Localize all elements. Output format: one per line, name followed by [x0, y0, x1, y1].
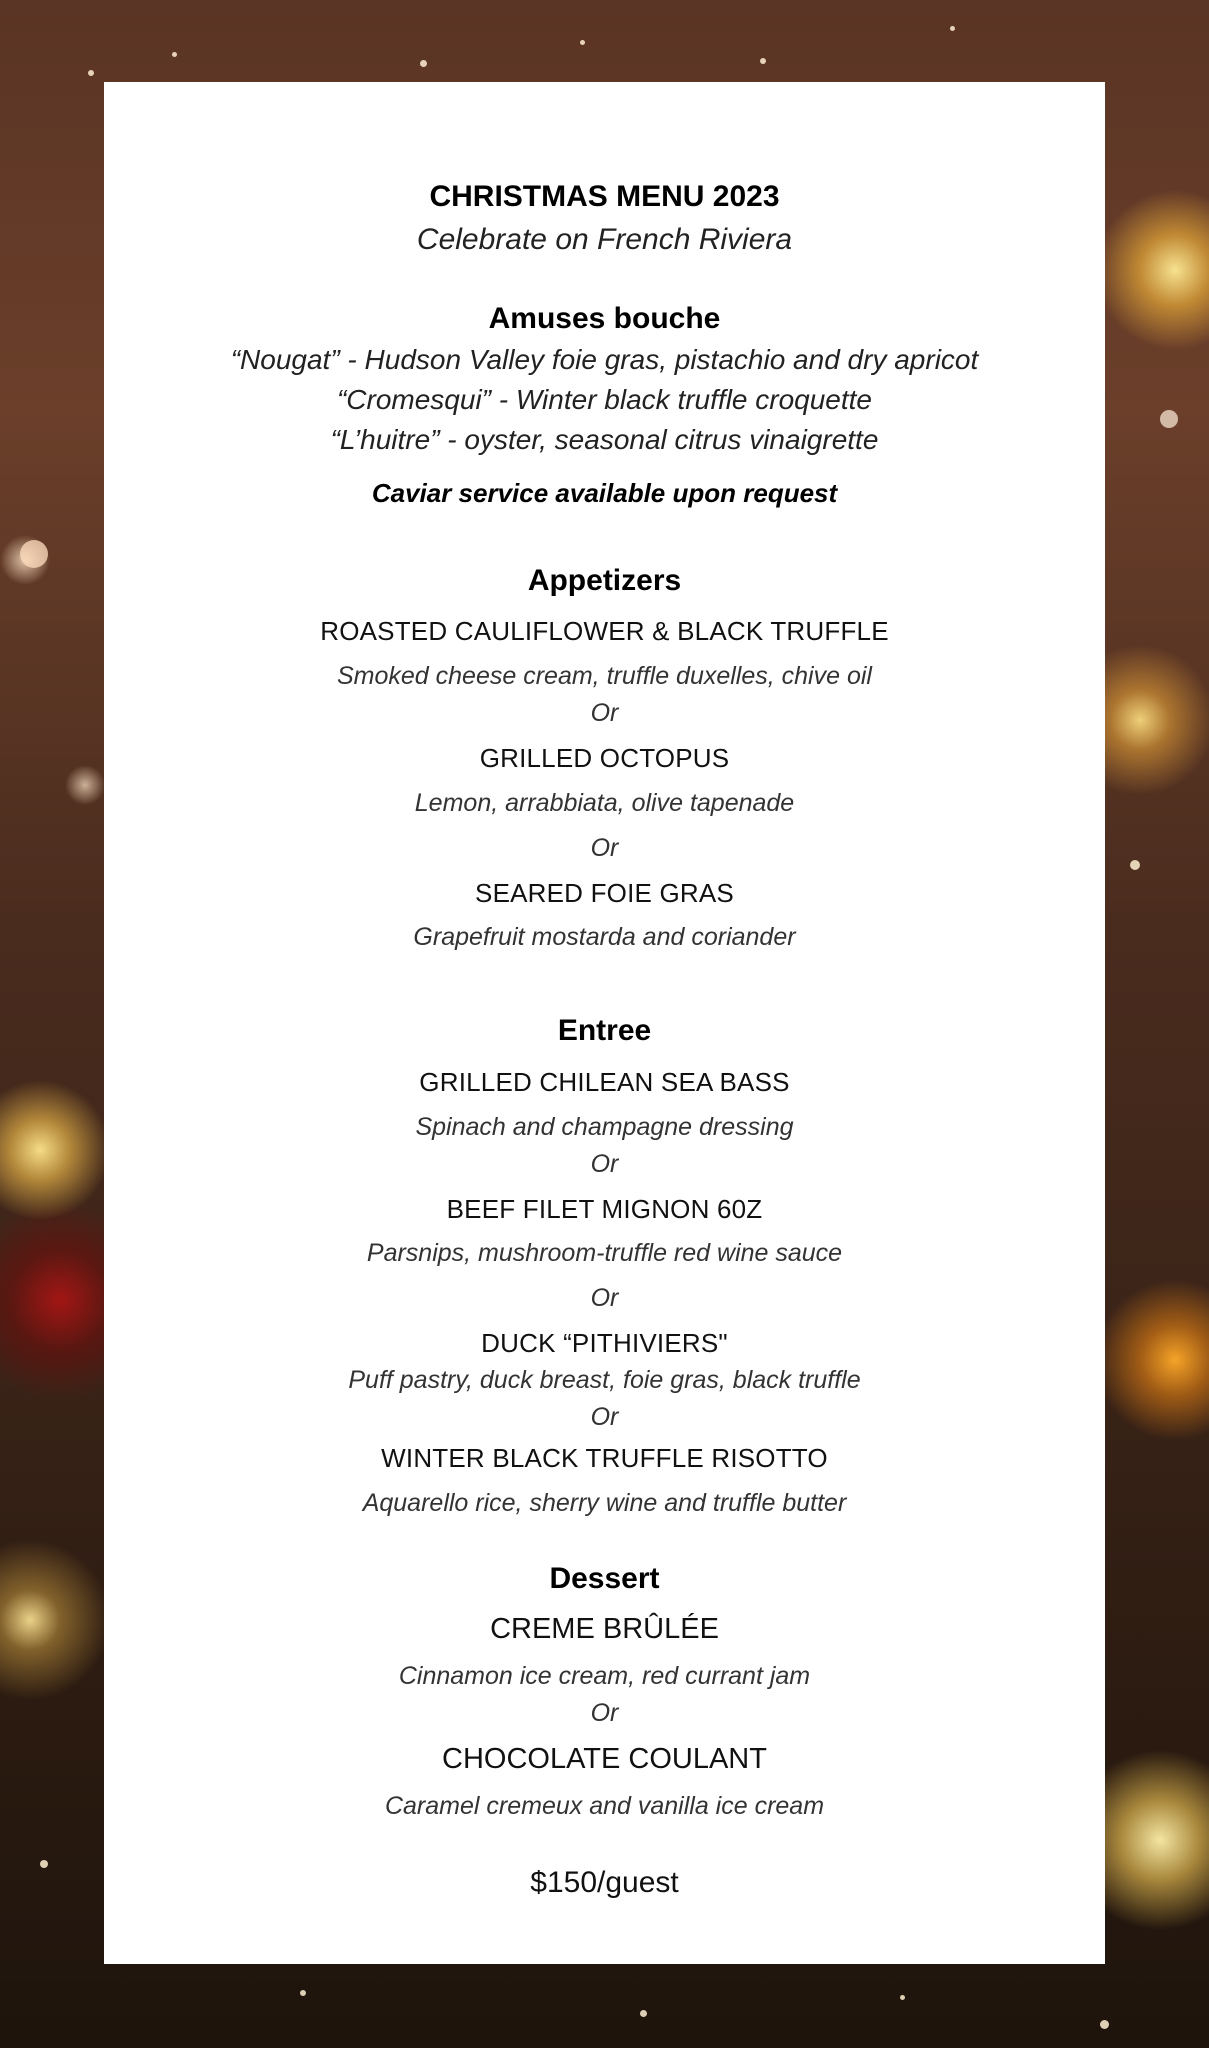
entree-desc: Spinach and champagne dressing	[415, 1113, 794, 1141]
entree-heading: Entree	[557, 1014, 652, 1047]
entree-name: GRILLED CHILEAN SEA BASS	[419, 1067, 790, 1097]
appetizer-desc: Smoked cheese cream, truffle duxelles, chive oil	[337, 662, 872, 690]
entree-name: DUCK “PITHIVIERS"	[481, 1328, 728, 1358]
appetizer-name: SEARED FOIE GRAS	[475, 878, 734, 908]
caviar-note: Caviar service available upon request	[371, 478, 838, 508]
amuse-item: “Nougat” - Hudson Valley foie gras, pistachio and dry apricot	[230, 344, 979, 375]
menu-subtitle: Celebrate on French Riviera	[416, 223, 793, 256]
appetizer-desc: Lemon, arrabbiata, olive tapenade	[414, 789, 795, 817]
menu-card	[104, 82, 1105, 1964]
dessert-desc: Caramel cremeux and vanilla ice cream	[384, 1792, 825, 1820]
entree-desc: Parsnips, mushroom-truffle red wine sauce	[366, 1239, 843, 1267]
appetizer-desc: Grapefruit mostarda and coriander	[413, 923, 796, 951]
dessert-name: CREME BRÛLÉE	[490, 1613, 719, 1645]
dessert-desc: Cinnamon ice cream, red currant jam	[398, 1662, 811, 1690]
entree-desc: Aquarello rice, sherry wine and truffle butter	[362, 1489, 847, 1517]
menu-title: CHRISTMAS MENU 2023	[429, 180, 780, 213]
amuse-item: “Cromesqui” - Winter black truffle croquette	[336, 384, 873, 415]
amuses-heading: Amuses bouche	[488, 302, 721, 335]
amuse-item: “L’huitre” - oyster, seasonal citrus vinaigrette	[330, 424, 879, 455]
dessert-name: CHOCOLATE COULANT	[442, 1743, 767, 1775]
entree-name: WINTER BLACK TRUFFLE RISOTTO	[381, 1443, 828, 1473]
or-separator: Or	[590, 1403, 619, 1431]
or-separator: Or	[590, 1699, 619, 1727]
entree-name: BEEF FILET MIGNON 60Z	[446, 1194, 763, 1224]
or-separator: Or	[590, 1150, 619, 1178]
appetizer-name: GRILLED OCTOPUS	[479, 743, 730, 773]
or-separator: Or	[590, 834, 619, 862]
appetizer-name: ROASTED CAULIFLOWER & BLACK TRUFFLE	[320, 616, 889, 646]
or-separator: Or	[590, 699, 619, 727]
appetizers-heading: Appetizers	[527, 564, 682, 597]
dessert-heading: Dessert	[549, 1562, 660, 1595]
entree-desc: Puff pastry, duck breast, foie gras, black truffle	[348, 1366, 861, 1394]
or-separator: Or	[590, 1284, 619, 1312]
menu-price: $150/guest	[530, 1866, 679, 1899]
